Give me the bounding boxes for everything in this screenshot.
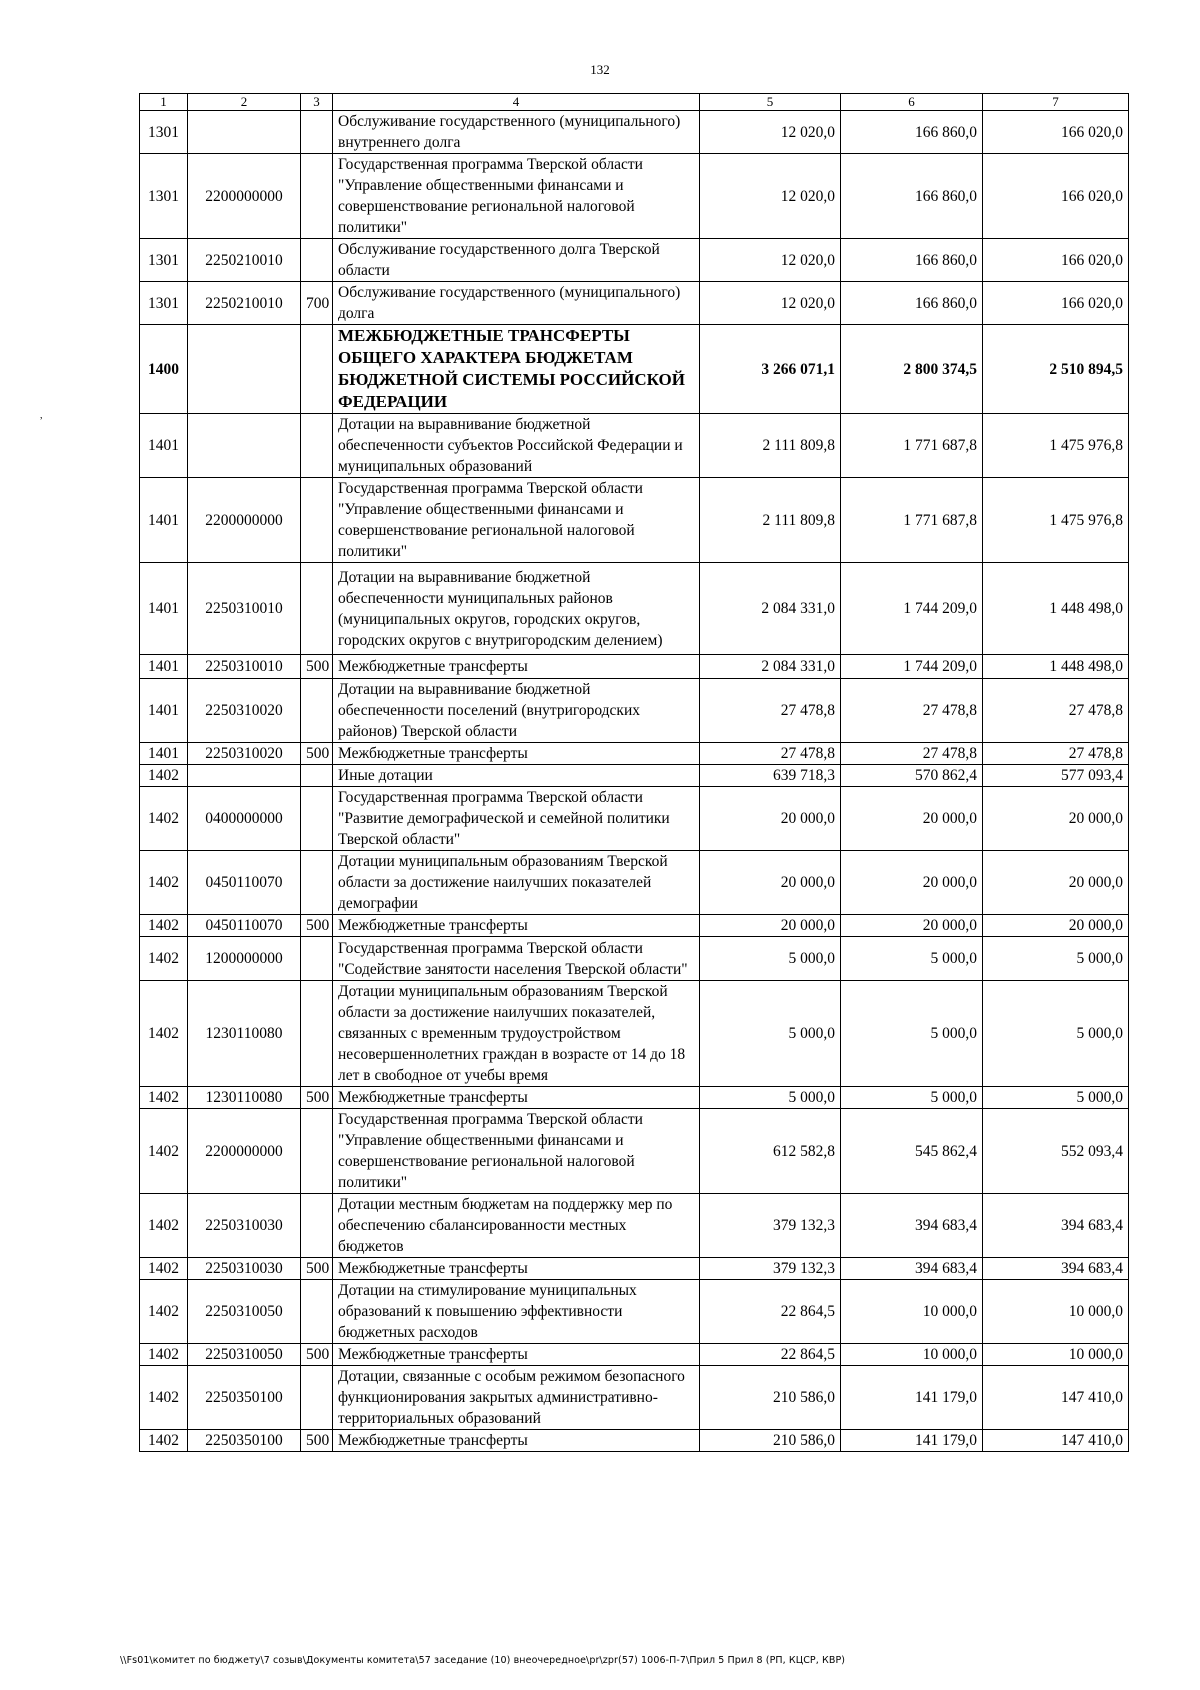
expense-type-cell xyxy=(301,851,333,915)
description-cell: Межбюджетные трансферты xyxy=(333,743,700,765)
target-article-cell: 0400000000 xyxy=(188,787,301,851)
target-article-cell: 2250310010 xyxy=(188,655,301,679)
table-body xyxy=(140,111,1129,1452)
target-article-cell: 2250350100 xyxy=(188,1430,301,1452)
table-header-row xyxy=(140,94,1129,111)
column-header: 7 xyxy=(983,94,1129,111)
description-cell: Межбюджетные трансферты xyxy=(333,1430,700,1452)
target-article-cell: 2250210010 xyxy=(188,282,301,325)
amount-col6-cell: 1 771 687,8 xyxy=(841,414,983,478)
expense-type-cell xyxy=(301,765,333,787)
amount-col6-cell: 166 860,0 xyxy=(841,111,983,154)
column-header: 2 xyxy=(188,94,301,111)
amount-col7-cell: 1 475 976,8 xyxy=(983,478,1129,563)
description-cell: Дотации на выравнивание бюджетной обеспеченности поселений (внутригородских районов) Тверской области xyxy=(333,679,700,743)
section-code-cell: 1401 xyxy=(140,679,188,743)
section-code-cell: 1402 xyxy=(140,1258,188,1280)
amount-col5-cell: 2 111 809,8 xyxy=(700,414,841,478)
amount-col6-cell: 394 683,4 xyxy=(841,1194,983,1258)
amount-col7-cell: 166 020,0 xyxy=(983,282,1129,325)
amount-col6-cell: 394 683,4 xyxy=(841,1258,983,1280)
description-cell: Межбюджетные трансферты xyxy=(333,1258,700,1280)
table-row xyxy=(140,239,1129,282)
amount-col7-cell: 20 000,0 xyxy=(983,787,1129,851)
table-row xyxy=(140,915,1129,937)
amount-col5-cell: 379 132,3 xyxy=(700,1258,841,1280)
amount-col6-cell: 20 000,0 xyxy=(841,915,983,937)
expense-type-cell: 500 xyxy=(301,1430,333,1452)
amount-col6-cell: 141 179,0 xyxy=(841,1430,983,1452)
section-code-cell: 1401 xyxy=(140,655,188,679)
table-row xyxy=(140,111,1129,154)
expense-type-cell xyxy=(301,325,333,414)
amount-col7-cell: 5 000,0 xyxy=(983,937,1129,981)
amount-col5-cell: 27 478,8 xyxy=(700,743,841,765)
amount-col5-cell: 612 582,8 xyxy=(700,1109,841,1194)
description-cell: Государственная программа Тверской области "Управление общественными финансами и совершенствование региональной налоговой политики" xyxy=(333,1109,700,1194)
amount-col7-cell: 394 683,4 xyxy=(983,1258,1129,1280)
amount-col5-cell: 639 718,3 xyxy=(700,765,841,787)
section-code-cell: 1301 xyxy=(140,282,188,325)
amount-col6-cell: 20 000,0 xyxy=(841,787,983,851)
section-code-cell: 1401 xyxy=(140,563,188,655)
expense-type-cell xyxy=(301,154,333,239)
table-row xyxy=(140,414,1129,478)
expense-type-cell xyxy=(301,1194,333,1258)
amount-col7-cell: 394 683,4 xyxy=(983,1194,1129,1258)
amount-col5-cell: 22 864,5 xyxy=(700,1280,841,1344)
amount-col5-cell: 27 478,8 xyxy=(700,679,841,743)
target-article-cell: 2250310020 xyxy=(188,679,301,743)
amount-col7-cell: 27 478,8 xyxy=(983,679,1129,743)
section-code-cell: 1402 xyxy=(140,1087,188,1109)
target-article-cell: 2200000000 xyxy=(188,1109,301,1194)
table-row xyxy=(140,1087,1129,1109)
target-article-cell: 0450110070 xyxy=(188,915,301,937)
amount-col6-cell: 2 800 374,5 xyxy=(841,325,983,414)
column-header: 4 xyxy=(333,94,700,111)
table-row xyxy=(140,1194,1129,1258)
table-row xyxy=(140,1344,1129,1366)
table-row xyxy=(140,743,1129,765)
column-header: 5 xyxy=(700,94,841,111)
amount-col6-cell: 141 179,0 xyxy=(841,1366,983,1430)
amount-col5-cell: 12 020,0 xyxy=(700,282,841,325)
amount-col7-cell: 1 475 976,8 xyxy=(983,414,1129,478)
target-article-cell: 2250350100 xyxy=(188,1366,301,1430)
amount-col5-cell: 20 000,0 xyxy=(700,851,841,915)
expense-type-cell: 500 xyxy=(301,743,333,765)
section-code-cell: 1402 xyxy=(140,787,188,851)
amount-col7-cell: 5 000,0 xyxy=(983,981,1129,1087)
amount-col5-cell: 20 000,0 xyxy=(700,915,841,937)
target-article-cell: 1200000000 xyxy=(188,937,301,981)
amount-col6-cell: 20 000,0 xyxy=(841,851,983,915)
expense-type-cell xyxy=(301,563,333,655)
amount-col7-cell: 10 000,0 xyxy=(983,1280,1129,1344)
expense-type-cell: 500 xyxy=(301,1258,333,1280)
description-cell: Межбюджетные трансферты xyxy=(333,915,700,937)
section-code-cell: 1400 xyxy=(140,325,188,414)
amount-col6-cell: 27 478,8 xyxy=(841,743,983,765)
table-row xyxy=(140,937,1129,981)
amount-col5-cell: 210 586,0 xyxy=(700,1366,841,1430)
description-cell: Обслуживание государственного долга Тверской области xyxy=(333,239,700,282)
amount-col7-cell: 552 093,4 xyxy=(983,1109,1129,1194)
amount-col5-cell: 22 864,5 xyxy=(700,1344,841,1366)
amount-col6-cell: 166 860,0 xyxy=(841,154,983,239)
amount-col7-cell: 166 020,0 xyxy=(983,111,1129,154)
amount-col6-cell: 166 860,0 xyxy=(841,282,983,325)
expense-type-cell xyxy=(301,1109,333,1194)
description-cell: Дотации местным бюджетам на поддержку мер по обеспечению сбалансированности местных бюджетов xyxy=(333,1194,700,1258)
section-code-cell: 1402 xyxy=(140,851,188,915)
amount-col5-cell: 210 586,0 xyxy=(700,1430,841,1452)
section-code-cell: 1301 xyxy=(140,111,188,154)
description-cell: Дотации на выравнивание бюджетной обеспеченности субъектов Российской Федерации и муниципальных образований xyxy=(333,414,700,478)
amount-col7-cell: 5 000,0 xyxy=(983,1087,1129,1109)
expense-type-cell: 500 xyxy=(301,655,333,679)
expense-type-cell xyxy=(301,679,333,743)
amount-col5-cell: 12 020,0 xyxy=(700,154,841,239)
amount-col6-cell: 1 744 209,0 xyxy=(841,655,983,679)
target-article-cell: 2200000000 xyxy=(188,154,301,239)
description-cell: Обслуживание государственного (муниципального) долга xyxy=(333,282,700,325)
table-row xyxy=(140,851,1129,915)
amount-col5-cell: 5 000,0 xyxy=(700,937,841,981)
column-header: 3 xyxy=(301,94,333,111)
amount-col5-cell: 5 000,0 xyxy=(700,981,841,1087)
target-article-cell: 2200000000 xyxy=(188,478,301,563)
table-row xyxy=(140,981,1129,1087)
amount-col7-cell: 1 448 498,0 xyxy=(983,655,1129,679)
amount-col7-cell: 1 448 498,0 xyxy=(983,563,1129,655)
section-code-cell: 1401 xyxy=(140,414,188,478)
target-article-cell: 2250310030 xyxy=(188,1194,301,1258)
amount-col5-cell: 2 084 331,0 xyxy=(700,655,841,679)
amount-col7-cell: 20 000,0 xyxy=(983,851,1129,915)
amount-col7-cell: 577 093,4 xyxy=(983,765,1129,787)
section-code-cell: 1401 xyxy=(140,743,188,765)
amount-col6-cell: 1 744 209,0 xyxy=(841,563,983,655)
amount-col6-cell: 5 000,0 xyxy=(841,1087,983,1109)
table-row xyxy=(140,787,1129,851)
section-code-cell: 1402 xyxy=(140,1366,188,1430)
section-code-cell: 1401 xyxy=(140,478,188,563)
table-row xyxy=(140,655,1129,679)
expense-type-cell: 500 xyxy=(301,1087,333,1109)
expense-type-cell xyxy=(301,239,333,282)
table-row xyxy=(140,325,1129,414)
description-cell: МЕЖБЮДЖЕТНЫЕ ТРАНСФЕРТЫ ОБЩЕГО ХАРАКТЕРА БЮДЖЕТАМ БЮДЖЕТНОЙ СИСТЕМЫ РОССИЙСКОЙ ФЕДЕРАЦИИ xyxy=(333,325,700,414)
expense-type-cell xyxy=(301,1280,333,1344)
expense-type-cell: 500 xyxy=(301,1344,333,1366)
description-cell: Межбюджетные трансферты xyxy=(333,1087,700,1109)
scan-mark: , xyxy=(40,410,43,421)
amount-col6-cell: 570 862,4 xyxy=(841,765,983,787)
amount-col5-cell: 12 020,0 xyxy=(700,239,841,282)
table-row xyxy=(140,282,1129,325)
expense-type-cell xyxy=(301,787,333,851)
section-code-cell: 1301 xyxy=(140,239,188,282)
table-row xyxy=(140,154,1129,239)
table-row xyxy=(140,1280,1129,1344)
target-article-cell: 2250210010 xyxy=(188,239,301,282)
column-header: 1 xyxy=(140,94,188,111)
description-cell: Государственная программа Тверской области "Управление общественными финансами и совершенствование региональной налоговой политики" xyxy=(333,478,700,563)
target-article-cell: 1230110080 xyxy=(188,1087,301,1109)
description-cell: Дотации муниципальным образованиям Тверской области за достижение наилучших показателей, связанных с временным трудоустройством несовершеннолетних граждан в возрасте от 14 до 18 лет в свободное от учебы время xyxy=(333,981,700,1087)
table-row xyxy=(140,1258,1129,1280)
amount-col5-cell: 3 266 071,1 xyxy=(700,325,841,414)
amount-col5-cell: 12 020,0 xyxy=(700,111,841,154)
target-article-cell: 2250310050 xyxy=(188,1344,301,1366)
amount-col5-cell: 20 000,0 xyxy=(700,787,841,851)
amount-col7-cell: 166 020,0 xyxy=(983,154,1129,239)
amount-col7-cell: 147 410,0 xyxy=(983,1430,1129,1452)
table-row xyxy=(140,1430,1129,1452)
amount-col6-cell: 166 860,0 xyxy=(841,239,983,282)
amount-col7-cell: 2 510 894,5 xyxy=(983,325,1129,414)
expense-type-cell xyxy=(301,111,333,154)
page-number: 132 xyxy=(590,62,610,77)
amount-col5-cell: 2 111 809,8 xyxy=(700,478,841,563)
table-row xyxy=(140,679,1129,743)
target-article-cell: 2250310050 xyxy=(188,1280,301,1344)
section-code-cell: 1402 xyxy=(140,1430,188,1452)
file-path-footer: \\Fs01\комитет по бюджету\7 созыв\Документы комитета\57 заседание (10) внеочередное\pr\zpr(57) 1006-П-7\Прил 5 Прил 8 (РП, КЦСР, КВР) xyxy=(120,1655,846,1666)
section-code-cell: 1402 xyxy=(140,981,188,1087)
amount-col6-cell: 10 000,0 xyxy=(841,1344,983,1366)
expense-type-cell: 500 xyxy=(301,915,333,937)
description-cell: Дотации, связанные с особым режимом безопасного функционирования закрытых административно-территориальных образований xyxy=(333,1366,700,1430)
amount-col6-cell: 545 862,4 xyxy=(841,1109,983,1194)
expense-type-cell xyxy=(301,414,333,478)
target-article-cell xyxy=(188,414,301,478)
target-article-cell: 2250310030 xyxy=(188,1258,301,1280)
amount-col5-cell: 5 000,0 xyxy=(700,1087,841,1109)
section-code-cell: 1402 xyxy=(140,1194,188,1258)
expense-type-cell xyxy=(301,1366,333,1430)
target-article-cell xyxy=(188,765,301,787)
target-article-cell: 2250310010 xyxy=(188,563,301,655)
target-article-cell: 1230110080 xyxy=(188,981,301,1087)
target-article-cell: 0450110070 xyxy=(188,851,301,915)
amount-col5-cell: 379 132,3 xyxy=(700,1194,841,1258)
amount-col6-cell: 5 000,0 xyxy=(841,981,983,1087)
section-code-cell: 1402 xyxy=(140,765,188,787)
section-code-cell: 1402 xyxy=(140,937,188,981)
table-row xyxy=(140,478,1129,563)
amount-col7-cell: 166 020,0 xyxy=(983,239,1129,282)
expense-type-cell xyxy=(301,478,333,563)
description-cell: Иные дотации xyxy=(333,765,700,787)
description-cell: Межбюджетные трансферты xyxy=(333,1344,700,1366)
section-code-cell: 1402 xyxy=(140,1344,188,1366)
description-cell: Дотации муниципальным образованиям Тверской области за достижение наилучших показателей демографии xyxy=(333,851,700,915)
amount-col5-cell: 2 084 331,0 xyxy=(700,563,841,655)
description-cell: Государственная программа Тверской области "Управление общественными финансами и совершенствование региональной налоговой политики" xyxy=(333,154,700,239)
amount-col6-cell: 1 771 687,8 xyxy=(841,478,983,563)
amount-col7-cell: 27 478,8 xyxy=(983,743,1129,765)
section-code-cell: 1402 xyxy=(140,915,188,937)
description-cell: Государственная программа Тверской области "Содействие занятости населения Тверской области" xyxy=(333,937,700,981)
expense-type-cell xyxy=(301,937,333,981)
column-header: 6 xyxy=(841,94,983,111)
section-code-cell: 1402 xyxy=(140,1109,188,1194)
expense-type-cell xyxy=(301,981,333,1087)
description-cell: Межбюджетные трансферты xyxy=(333,655,700,679)
amount-col7-cell: 20 000,0 xyxy=(983,915,1129,937)
table-row xyxy=(140,1109,1129,1194)
amount-col6-cell: 27 478,8 xyxy=(841,679,983,743)
description-cell: Обслуживание государственного (муниципального) внутреннего долга xyxy=(333,111,700,154)
amount-col6-cell: 10 000,0 xyxy=(841,1280,983,1344)
description-cell: Дотации на выравнивание бюджетной обеспеченности муниципальных районов (муниципальных округов, городских округов, городских округов с внутригородским делением) xyxy=(333,563,700,655)
description-cell: Государственная программа Тверской области "Развитие демографической и семейной политики Тверской области" xyxy=(333,787,700,851)
section-code-cell: 1301 xyxy=(140,154,188,239)
table-row xyxy=(140,765,1129,787)
expense-type-cell: 700 xyxy=(301,282,333,325)
table-row xyxy=(140,1366,1129,1430)
section-code-cell: 1402 xyxy=(140,1280,188,1344)
amount-col6-cell: 5 000,0 xyxy=(841,937,983,981)
description-cell: Дотации на стимулирование муниципальных образований к повышению эффективности бюджетных расходов xyxy=(333,1280,700,1344)
target-article-cell xyxy=(188,325,301,414)
amount-col7-cell: 10 000,0 xyxy=(983,1344,1129,1366)
target-article-cell: 2250310020 xyxy=(188,743,301,765)
amount-col7-cell: 147 410,0 xyxy=(983,1366,1129,1430)
budget-table xyxy=(139,93,1129,1452)
table-row xyxy=(140,563,1129,655)
target-article-cell xyxy=(188,111,301,154)
